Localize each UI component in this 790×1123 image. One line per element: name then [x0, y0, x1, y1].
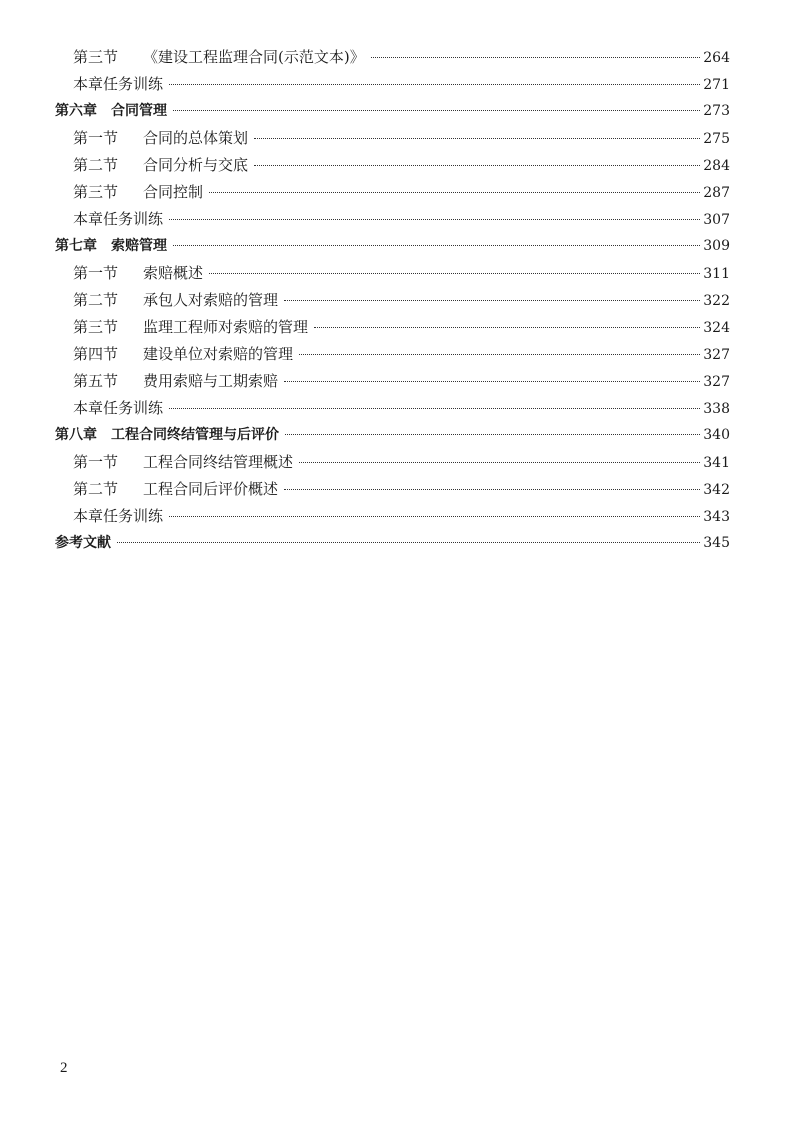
toc-entry-number: 第三节 [73, 183, 119, 201]
toc-entry-page: 343 [703, 509, 730, 525]
toc-entry-page: 273 [703, 103, 730, 119]
dot-leader [284, 489, 700, 490]
toc-entry-page: 324 [703, 320, 730, 336]
toc-entry-title: 工程合同终结管理概述 [143, 453, 294, 471]
toc-entry-page: 271 [703, 77, 730, 93]
toc-entry-page: 275 [703, 131, 730, 147]
toc-entry-page: 327 [703, 347, 730, 363]
dot-leader [169, 84, 700, 85]
toc-entry[interactable] [55, 395, 730, 422]
toc-entry-title: 费用索赔与工期索赔 [143, 372, 279, 390]
toc-entry-number: 第六章 [55, 103, 97, 119]
toc-entry-page: 340 [703, 427, 730, 443]
toc-chapter-entry[interactable] [55, 530, 730, 557]
toc-entry-number: 第八章 [55, 427, 97, 443]
toc-entry-number: 第三节 [73, 48, 119, 66]
toc-entry-title: 参考文献 [55, 535, 111, 551]
page-number: 2 [60, 1060, 68, 1076]
toc-entry-number: 第一节 [73, 129, 119, 147]
toc-entry-title: 合同管理 [111, 103, 167, 119]
dot-leader [284, 300, 700, 301]
toc-entry[interactable] [55, 152, 730, 179]
dot-leader [169, 516, 700, 517]
toc-entry-title: 索赔管理 [111, 238, 167, 254]
toc-entry-title: 承包人对索赔的管理 [143, 291, 279, 309]
toc-entry-title: 索赔概述 [143, 264, 204, 282]
toc-entry-title: 合同的总体策划 [143, 129, 249, 147]
toc-entry-number: 第五节 [73, 372, 119, 390]
dot-leader [117, 542, 700, 543]
toc-chapter-entry[interactable] [55, 98, 730, 125]
toc-entry-number: 第一节 [73, 264, 119, 282]
toc-entry-page: 341 [703, 455, 730, 471]
dot-leader [173, 110, 700, 111]
toc-entry-page: 322 [703, 293, 730, 309]
dot-leader [254, 165, 700, 166]
toc-entry-number: 第二节 [73, 480, 119, 498]
toc-entry-title: 本章任务训练 [73, 399, 164, 417]
toc-entry-page: 342 [703, 482, 730, 498]
dot-leader [209, 192, 700, 193]
dot-leader [254, 138, 700, 139]
toc-entry-number: 第三节 [73, 318, 119, 336]
toc-entry[interactable] [55, 314, 730, 341]
toc-entry-title: 《建设工程监理合同(示范文本)》 [143, 48, 365, 66]
toc-entry[interactable] [55, 206, 730, 233]
dot-leader [169, 219, 700, 220]
toc-entry-page: 307 [703, 212, 730, 228]
toc-entry-title: 建设单位对索赔的管理 [143, 345, 294, 363]
dot-leader [284, 381, 700, 382]
dot-leader [285, 434, 700, 435]
toc-chapter-entry[interactable] [55, 422, 730, 449]
toc-entry-page: 338 [703, 401, 730, 417]
dot-leader [314, 327, 700, 328]
toc-entry-title: 本章任务训练 [73, 75, 164, 93]
toc-entry-title: 监理工程师对索赔的管理 [143, 318, 309, 336]
toc-entry-number: 第七章 [55, 238, 97, 254]
dot-leader [299, 462, 700, 463]
toc-entry-page: 311 [703, 266, 730, 282]
toc-entry[interactable] [55, 476, 730, 503]
toc-entry-page: 284 [703, 158, 730, 174]
table-of-contents [55, 44, 730, 557]
toc-entry-number: 第二节 [73, 156, 119, 174]
toc-entry-title: 合同控制 [143, 183, 204, 201]
toc-entry[interactable] [55, 287, 730, 314]
toc-entry-title: 工程合同后评价概述 [143, 480, 279, 498]
toc-entry[interactable] [55, 179, 730, 206]
toc-entry-page: 327 [703, 374, 730, 390]
toc-entry-title: 合同分析与交底 [143, 156, 249, 174]
toc-entry-title: 本章任务训练 [73, 210, 164, 228]
toc-entry[interactable] [55, 341, 730, 368]
toc-entry-title: 本章任务训练 [73, 507, 164, 525]
toc-entry[interactable] [55, 44, 730, 71]
toc-entry[interactable] [55, 71, 730, 98]
toc-chapter-entry[interactable] [55, 233, 730, 260]
dot-leader [169, 408, 700, 409]
toc-entry-page: 264 [703, 50, 730, 66]
toc-entry-page: 345 [703, 535, 730, 551]
dot-leader [209, 273, 700, 274]
toc-entry-number: 第四节 [73, 345, 119, 363]
dot-leader [173, 245, 700, 246]
dot-leader [299, 354, 700, 355]
toc-entry[interactable] [55, 368, 730, 395]
toc-entry-number: 第一节 [73, 453, 119, 471]
toc-entry[interactable] [55, 449, 730, 476]
toc-entry-page: 287 [703, 185, 730, 201]
toc-entry[interactable] [55, 503, 730, 530]
toc-entry-page: 309 [703, 238, 730, 254]
toc-entry[interactable] [55, 260, 730, 287]
toc-entry-number: 第二节 [73, 291, 119, 309]
toc-entry-title: 工程合同终结管理与后评价 [111, 427, 279, 443]
dot-leader [371, 57, 701, 58]
toc-entry[interactable] [55, 125, 730, 152]
